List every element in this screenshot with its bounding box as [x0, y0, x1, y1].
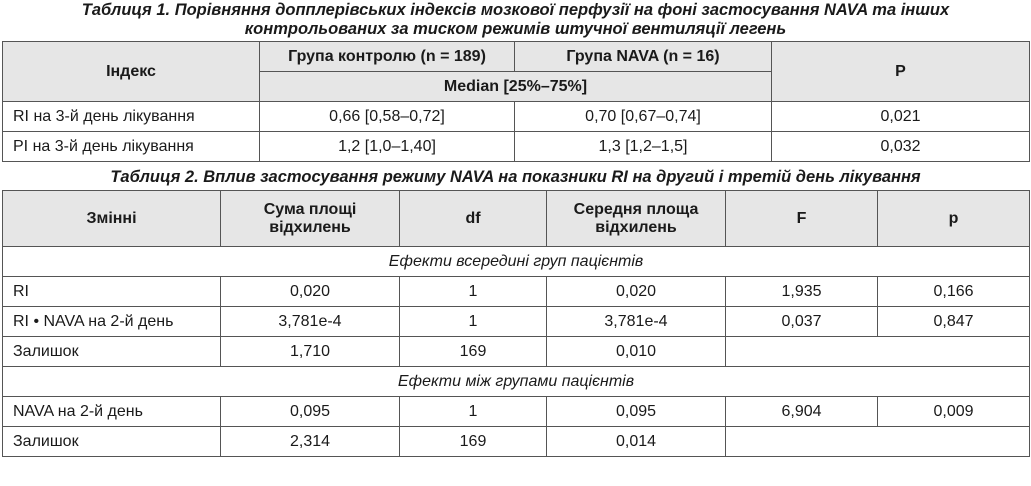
- t2-cell-ss: 2,314: [221, 427, 400, 457]
- t1-cell-nava: 1,3 [1,2–1,5]: [515, 132, 772, 162]
- table1-caption-line2: контрольованих за тиском режимів штучної вентиляції легень: [244, 20, 787, 38]
- t1-header-control: Група контролю (n = 189): [260, 42, 515, 72]
- t2-cell-df: 169: [400, 427, 547, 457]
- t2-header-variables: Змінні: [3, 191, 221, 247]
- t1-cell-nava: 0,70 [0,67–0,74]: [515, 102, 772, 132]
- t1-header-nava: Група NAVA (n = 16): [515, 42, 772, 72]
- t2-cell-df: 1: [400, 307, 547, 337]
- t2-section-between: Ефекти між групами пацієнтів: [3, 367, 1030, 397]
- t1-header-index: Індекс: [3, 42, 260, 102]
- t2-cell-df: 169: [400, 337, 547, 367]
- t2-cell-f: 1,935: [726, 277, 878, 307]
- t2-header-f: F: [726, 191, 878, 247]
- table1-caption: [0, 0, 1031, 41]
- t2-cell-name: RI: [3, 277, 221, 307]
- t1-cell-p: 0,021: [772, 102, 1030, 132]
- table-row: [3, 307, 1030, 337]
- t2-section-within: Ефекти всередині груп пацієнтів: [3, 247, 1030, 277]
- t2-cell-ms: 3,781e-4: [547, 307, 726, 337]
- t2-cell-name: NAVA на 2-й день: [3, 397, 221, 427]
- t2-header-mean-sq-line2: відхилень: [595, 218, 677, 236]
- table1-caption-line1: Таблиця 1. Порівняння допплерівських індексів мозкової перфузії на фоні застосування NAVA та інших: [81, 1, 950, 19]
- t2-header-mean-sq: [547, 191, 726, 247]
- t1-cell-control: 1,2 [1,0–1,40]: [260, 132, 515, 162]
- t1-cell-p: 0,032: [772, 132, 1030, 162]
- t1-header-p: P: [772, 42, 1030, 102]
- t2-cell-f: 6,904: [726, 397, 878, 427]
- t2-cell-p: 0,847: [878, 307, 1030, 337]
- t2-cell-f: 0,037: [726, 307, 878, 337]
- t2-cell-ms: 0,014: [547, 427, 726, 457]
- t2-cell-p: 0,166: [878, 277, 1030, 307]
- t2-cell-name: Залишок: [3, 337, 221, 367]
- t2-header-mean-sq-line1: Середня площа: [573, 200, 699, 218]
- t2-cell-ss: 0,020: [221, 277, 400, 307]
- table1: [2, 41, 1030, 162]
- t1-cell-control: 0,66 [0,58–0,72]: [260, 102, 515, 132]
- t2-cell-ss: 0,095: [221, 397, 400, 427]
- t2-cell-p: 0,009: [878, 397, 1030, 427]
- t2-cell-ms: 0,095: [547, 397, 726, 427]
- table-row: [3, 427, 1030, 457]
- table-row: [3, 132, 1030, 162]
- table-row: [3, 397, 1030, 427]
- table-row: [3, 102, 1030, 132]
- t2-header-sum-sq: [221, 191, 400, 247]
- t2-cell-df: 1: [400, 397, 547, 427]
- table-row: [3, 337, 1030, 367]
- t2-header-df: df: [400, 191, 547, 247]
- table2-caption: Таблиця 2. Вплив застосування режиму NAVA на показники RI на другий і третій день лікування: [110, 168, 921, 186]
- t1-cell-index: RI на 3-й день лікування: [3, 102, 260, 132]
- t2-cell-empty: [726, 337, 1030, 367]
- table2: [2, 190, 1030, 457]
- t2-cell-ss: 3,781e-4: [221, 307, 400, 337]
- t2-cell-ms: 0,020: [547, 277, 726, 307]
- t2-cell-name: Залишок: [3, 427, 221, 457]
- t2-cell-ss: 1,710: [221, 337, 400, 367]
- t1-cell-index: PI на 3-й день лікування: [3, 132, 260, 162]
- t2-cell-ms: 0,010: [547, 337, 726, 367]
- t2-cell-df: 1: [400, 277, 547, 307]
- t2-header-sum-sq-line2: відхилень: [269, 218, 351, 236]
- t2-cell-name: RI • NAVA на 2-й день: [3, 307, 221, 337]
- t2-header-p: p: [878, 191, 1030, 247]
- table-row: [3, 277, 1030, 307]
- t2-header-sum-sq-line1: Сума площі: [263, 200, 357, 218]
- t2-cell-empty: [726, 427, 1030, 457]
- t1-header-median: Median [25%–75%]: [260, 72, 772, 102]
